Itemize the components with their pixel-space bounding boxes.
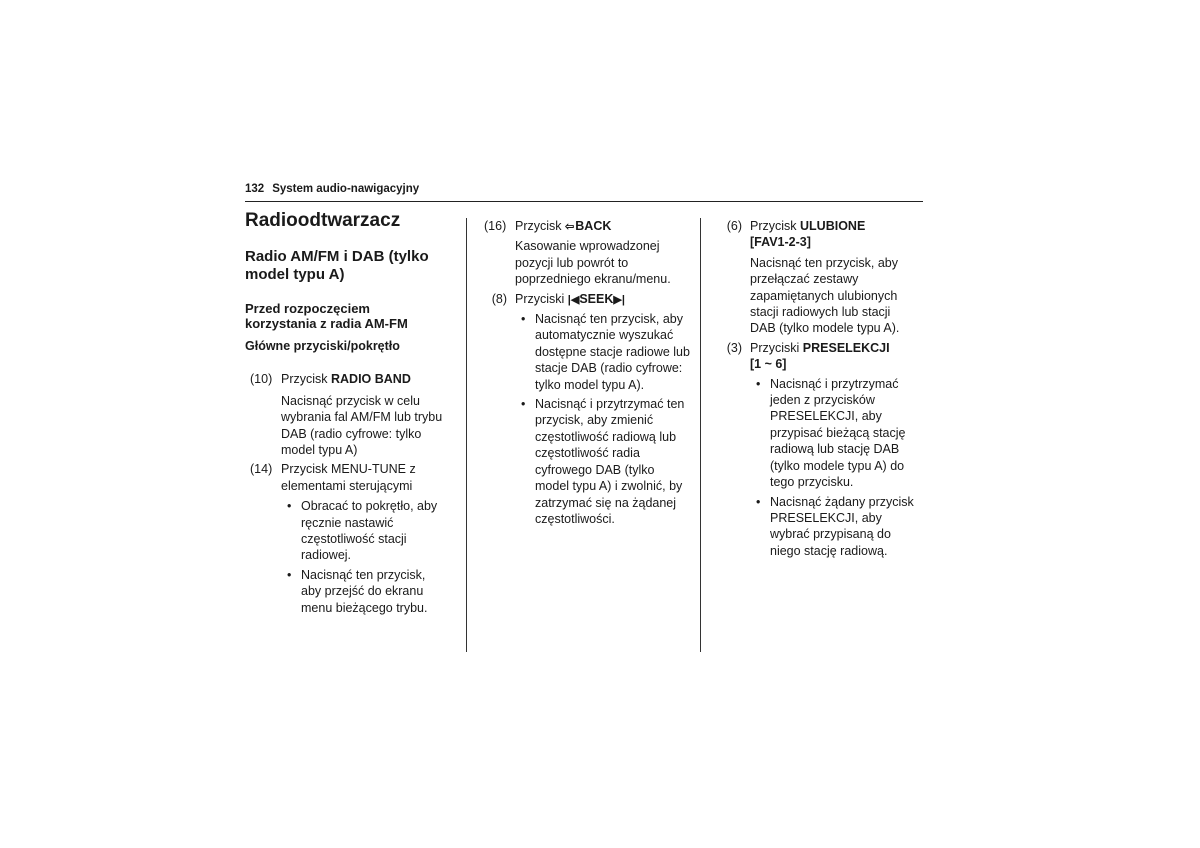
column-1 — [245, 210, 455, 616]
section-title: System audio-nawigacyjny — [272, 183, 420, 195]
item-description: Nacisnąć przycisk w celu wybrania fal AM/FM lub trybu DAB (radio cyfrowe: tylko model typu A) — [281, 393, 443, 458]
list-item: (6) Przycisk ULUBIONE [FAV1-2-3] — [714, 218, 929, 251]
list-item: (16) Przycisk ⇦ BACK — [484, 219, 612, 233]
bullet-item: • Obracać to pokrętło, aby ręcznie nastawić częstotliwość stacji radiowej. — [287, 499, 438, 563]
seek-back-icon: |◀ — [567, 293, 580, 306]
list-item: (10) Przycisk RADIO BAND — [250, 372, 411, 387]
bullet-item: • Nacisnąć i przytrzymać ten przycisk, aby zmienić częstotliwość radiową lub częstotliwość radia cyfrowego DAB (tylko model typu A) i zwolnić, by zatrzymać się na żądanej częstotliwości. — [521, 397, 685, 526]
page-title: Radioodtwarzacz — [245, 210, 401, 231]
button-name: PRESELEKCJI — [802, 340, 890, 355]
column-3 — [714, 218, 929, 559]
bullet-item: • Nacisnąć i przytrzymać jeden z przycisków PRESELEKCJI, aby przypisać bieżącą stację radiową lub stację DAB (tylko modele typu A) do tego przycisku. — [756, 376, 906, 490]
item-number: (16) — [484, 219, 507, 233]
running-header — [245, 183, 923, 202]
list-item: (14) Przycisk MENU-TUNE z elementami sterującymi — [250, 462, 416, 493]
back-icon: ⇦ — [565, 221, 575, 233]
seek-forward-icon: ▶| — [613, 293, 625, 306]
bullet-icon: • — [521, 312, 526, 327]
bullet-icon: • — [521, 397, 526, 412]
subsection-heading: Przed rozpoczęciem korzystania z radia AM-FM — [245, 301, 408, 331]
bullet-item: • Nacisnąć ten przycisk, aby przejść do ekranu menu bieżącego trybu. — [287, 567, 428, 615]
column-divider — [466, 218, 467, 652]
button-name: SEEK — [579, 291, 614, 306]
column-divider — [700, 218, 701, 652]
item-description: Kasowanie wprowadzonej pozycji lub powrót to poprzedniego ekranu/menu. — [515, 239, 671, 287]
subsubsection-heading: Główne przyciski/pokrętło — [245, 339, 400, 353]
item-number: (3) — [726, 340, 742, 355]
button-name: RADIO BAND — [331, 372, 411, 387]
list-item: (3) Przyciski PRESELEKCJI [1 ~ 6] — [714, 340, 929, 373]
bullet-item: • Nacisnąć ten przycisk, aby automatycznie wyszukać dostępne stacje radiowe lub stacje DAB (radio cyfrowe: tylko model typu A). — [521, 312, 690, 392]
item-number: (8) — [491, 291, 507, 306]
button-name: BACK — [575, 219, 612, 233]
section-heading: Radio AM/FM i DAB (tylko model typu A) — [245, 248, 429, 283]
column-2 — [479, 218, 694, 527]
list-item: (8) Przyciski |◀SEEK▶| — [479, 291, 694, 308]
item-number: (10) — [250, 372, 273, 387]
bullet-icon: • — [287, 567, 292, 582]
item-description: Nacisnąć ten przycisk, aby przełączać zestawy zapamiętanych ulubionych stacji radiowych lub stacji DAB (tylko modele typu A). — [750, 255, 900, 336]
bullet-item: • Nacisnąć żądany przycisk PRESELEKCJI, aby wybrać przypisaną do niego stację radiową. — [756, 494, 914, 558]
button-code: [1 ~ 6] — [750, 357, 787, 372]
page-number: 132 — [245, 183, 265, 195]
item-number: (6) — [726, 219, 742, 233]
button-code: [FAV1-2-3] — [750, 235, 811, 250]
button-name: ULUBIONE — [800, 219, 866, 233]
item-number: (14) — [250, 462, 273, 477]
bullet-icon: • — [756, 494, 761, 509]
bullet-icon: • — [756, 376, 761, 391]
bullet-icon: • — [287, 499, 292, 514]
